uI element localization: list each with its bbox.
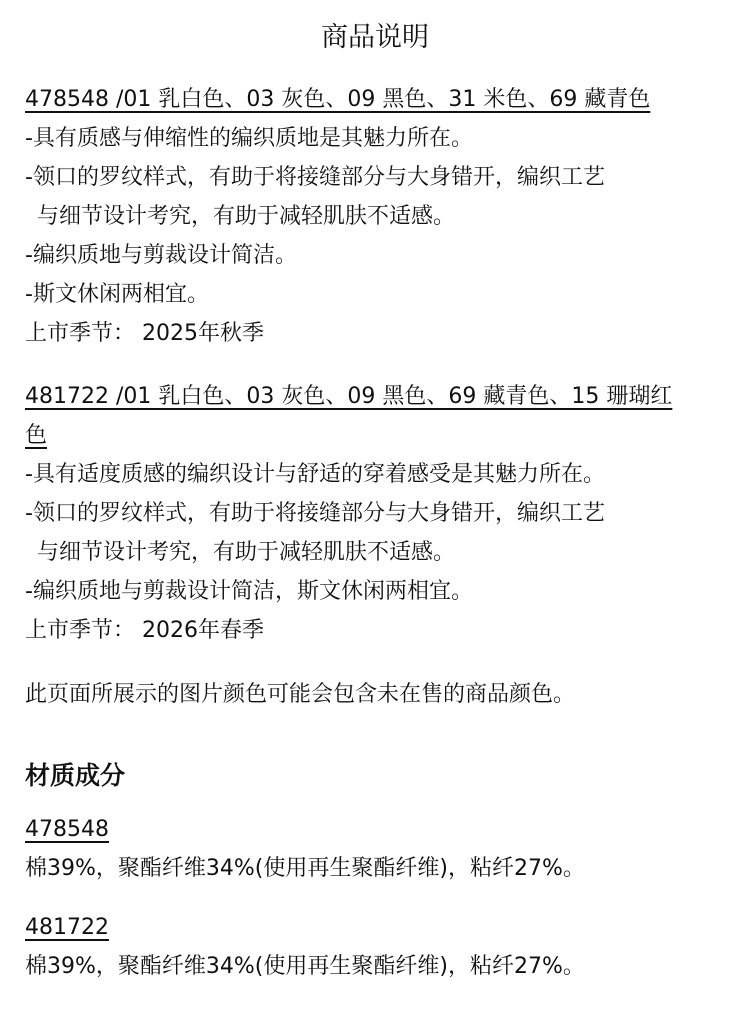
bullet-item: -编织质地与剪裁设计简洁。 — [25, 243, 297, 268]
material-item-481722 — [25, 908, 730, 986]
materials-heading: 材质成分 — [25, 761, 126, 790]
bullet-item: -领口的罗纹样式，有助于将接缝部分与大身错开，编织工艺 — [25, 501, 605, 526]
product-header-continuation: 色 — [25, 423, 48, 448]
materials-section — [25, 756, 730, 796]
product-header: 481722 /01 乳白色、03 灰色、09 黑色、69 藏青色、15 珊瑚红 — [25, 384, 673, 409]
material-composition: 棉39%，聚酯纤维34%(使用再生聚酯纤维)，粘纤27%。 — [25, 954, 585, 979]
bullet-item: -斯文休闲两相宜。 — [25, 282, 209, 307]
note-text: 此页面所展示的图片颜色可能会包含未在售的商品颜色。 — [25, 682, 576, 707]
bullet-item: -领口的罗纹样式，有助于将接缝部分与大身错开，编织工艺 — [25, 165, 605, 190]
material-composition: 棉39%，聚酯纤维34%(使用再生聚酯纤维)，粘纤27%。 — [25, 856, 585, 881]
bullet-item: -编织质地与剪裁设计简洁，斯文休闲两相宜。 — [25, 579, 473, 604]
product-section-481722 — [25, 377, 730, 650]
release-season: 上市季节： 2026年春季 — [25, 618, 264, 643]
color-note — [25, 675, 730, 714]
bullet-item-continuation: 与细节设计考究，有助于减轻肌肤不适感。 — [37, 540, 456, 565]
material-code: 478548 — [25, 817, 109, 842]
product-section-478548 — [25, 80, 730, 353]
page-title: 商品说明 — [321, 22, 429, 53]
bullet-item: -具有适度质感的编织设计与舒适的穿着感受是其魅力所在。 — [25, 462, 605, 487]
material-code: 481722 — [25, 915, 109, 940]
product-header: 478548 /01 乳白色、03 灰色、09 黑色、31 米色、69 藏青色 — [25, 87, 651, 112]
material-item-478548 — [25, 810, 730, 888]
bullet-item: -具有质感与伸缩性的编织质地是其魅力所在。 — [25, 126, 473, 151]
bullet-item-continuation: 与细节设计考究，有助于减轻肌肤不适感。 — [37, 204, 456, 229]
release-season: 上市季节： 2025年秋季 — [25, 321, 264, 346]
